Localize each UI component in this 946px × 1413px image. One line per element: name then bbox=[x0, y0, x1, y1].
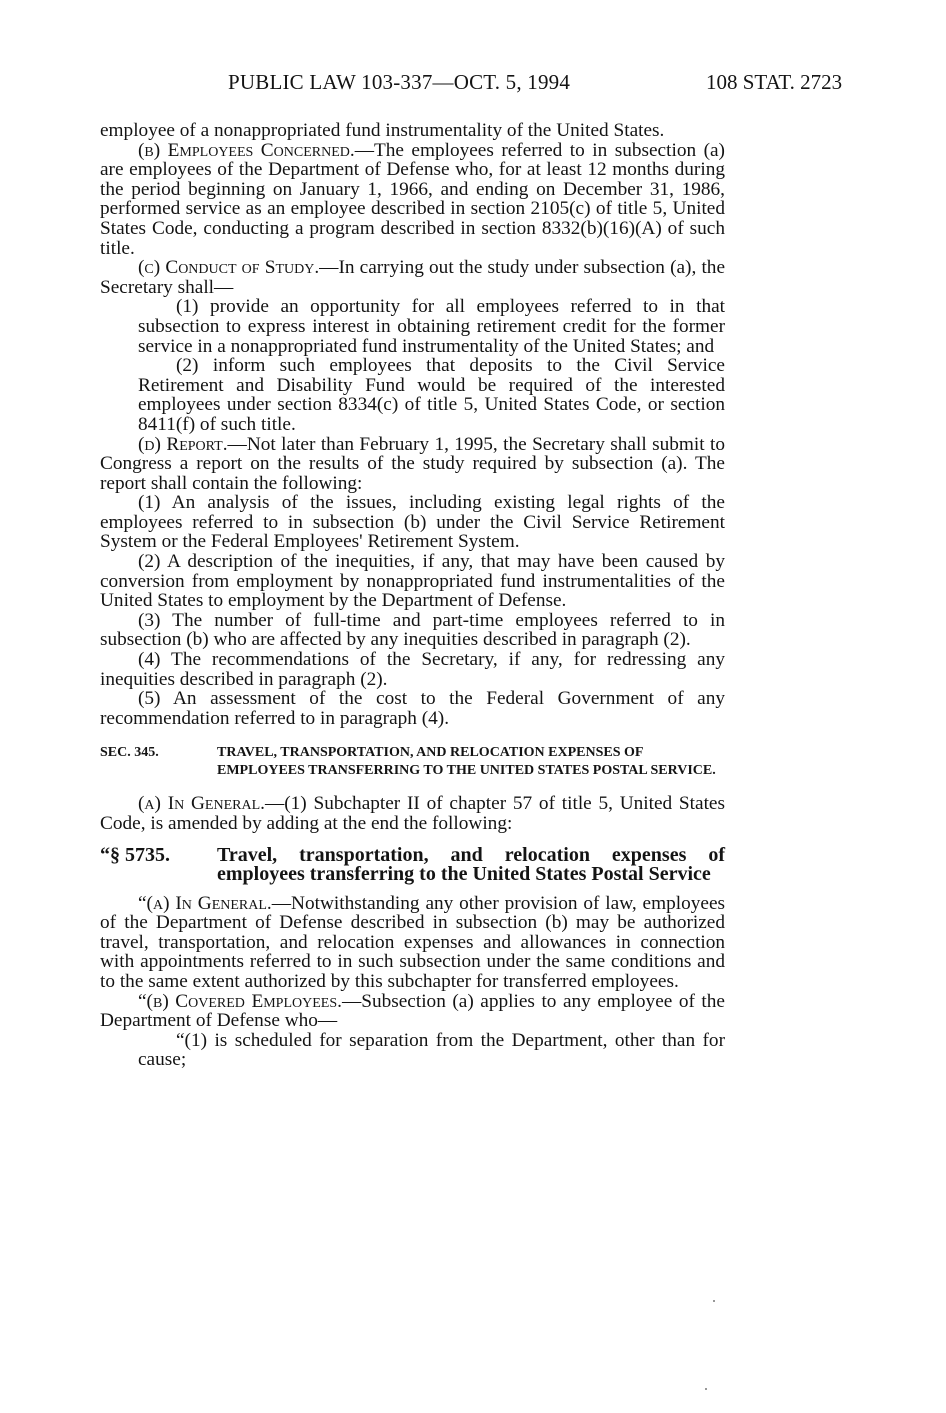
scan-speck bbox=[705, 1388, 707, 1390]
subsection-d-text: —Not later than February 1, 1995, the Secretary shall submit to Congress a report on the results of the study required by subsection (a). The report shall contain the following: bbox=[100, 433, 726, 494]
subsection-b bbox=[100, 141, 725, 259]
section-5735-title: Travel, transportation, and relocation expenses of employees transferring to the United States Postal Service bbox=[217, 843, 725, 885]
quoted-subsection-b-text: —Subsection (a) applies to any employee of the Department of Defense who— bbox=[100, 990, 725, 1032]
subsection-c-text: —In carrying out the study under subsection (a), the Secretary shall— bbox=[100, 257, 725, 298]
paragraph-d5: (5) An assessment of the cost to the Federal Government of any recommendation referred to in paragraph (4). bbox=[100, 688, 725, 729]
quoted-subsection-a bbox=[100, 894, 725, 992]
section-5735-number: “§ 5735. bbox=[100, 843, 170, 866]
subsection-c bbox=[100, 258, 725, 297]
subsection-d bbox=[100, 435, 725, 494]
subsection-c-heading: (c) Conduct of Study. bbox=[138, 257, 320, 279]
running-header-title: PUBLIC LAW 103-337—OCT. 5, 1994 bbox=[228, 70, 571, 94]
subsection-a-text: —(1) Subchapter II of chapter 57 of title 5, United States Code, is amended by adding at the end the following: bbox=[100, 793, 725, 834]
quoted-subsection-b-heading: “(b) Covered Employees. bbox=[138, 990, 342, 1012]
body-text bbox=[100, 121, 725, 1070]
page-reference: 108 STAT. 2723 bbox=[706, 70, 843, 94]
paragraph-c1: (1) provide an opportunity for all employees referred to in that subsection to express interest in obtaining retirement credit for the former service in a nonappropriated fund instrumentality of the United States; and bbox=[138, 296, 725, 357]
paragraph-c2: (2) inform such employees that deposits to the Civil Service Retirement and Disability Fund would be required of the interested employees under section 8334(c) of title 5, United States Code, or section 8411(f) of such title. bbox=[138, 355, 725, 435]
subsection-b-heading: (b) Employees Concerned. bbox=[138, 139, 355, 161]
quoted-subsection-a-heading: “(a) In General. bbox=[138, 892, 272, 914]
subsection-d-heading: (d) Report. bbox=[138, 433, 228, 455]
subsection-b-text: —The employees referred to in subsection (a) are employees of the Department of Defense who, for at least 12 months during the period beginning on January 1, 1966, and ending on December 31, 1986, performed service as an employee described in section 2105(c) of title 5, United States Code, conducting a program described in section 8332(b)(16)(A) of such title. bbox=[100, 139, 725, 259]
section-number: SEC. 345. bbox=[100, 745, 159, 761]
scan-speck bbox=[713, 1300, 715, 1302]
continuation-paragraph: employee of a nonappropriated fund instrumentality of the United States. bbox=[100, 120, 665, 141]
quoted-subsection-b bbox=[100, 992, 725, 1031]
subsection-a bbox=[100, 794, 725, 833]
paragraph-d2: (2) A description of the inequities, if any, that may have been caused by conversion from employment by nonappropriated fund instrumentalities of the United States to employment by the Department of Defense. bbox=[100, 551, 725, 612]
section-345-heading bbox=[100, 744, 725, 780]
paragraph-d3: (3) The number of full-time and part-time employees referred to in subsection (b) who are affected by any inequities described in paragraph (2). bbox=[100, 609, 725, 651]
section-title: TRAVEL, TRANSPORTATION, AND RELOCATION EXPENSES OF EMPLOYEES TRANSFERRING TO THE UNITED STATES POSTAL SERVICE. bbox=[217, 745, 716, 779]
quoted-subsection-a-text: —Notwithstanding any other provision of law, employees of the Department of Defense described in subsection (b) may be authorized travel, transportation, and relocation expenses and allowances in connection with appointments referred to in such subsection under the same conditions and to the same extent authorized by this subchapter for transferred employees. bbox=[100, 892, 726, 992]
paragraph-d1: (1) An analysis of the issues, including existing legal rights of the employees referred to in subsection (b) under the Civil Service Retirement System or the Federal Employees' Retirement System. bbox=[100, 492, 725, 553]
subsection-a-heading: (a) In General. bbox=[138, 793, 265, 815]
quoted-paragraph-b1: “(1) is scheduled for separation from the Department, other than for cause; bbox=[138, 1029, 725, 1071]
section-5735-heading bbox=[100, 843, 725, 885]
paragraph-d4: (4) The recommendations of the Secretary, if any, for redressing any inequities described in paragraph (2). bbox=[100, 649, 725, 690]
